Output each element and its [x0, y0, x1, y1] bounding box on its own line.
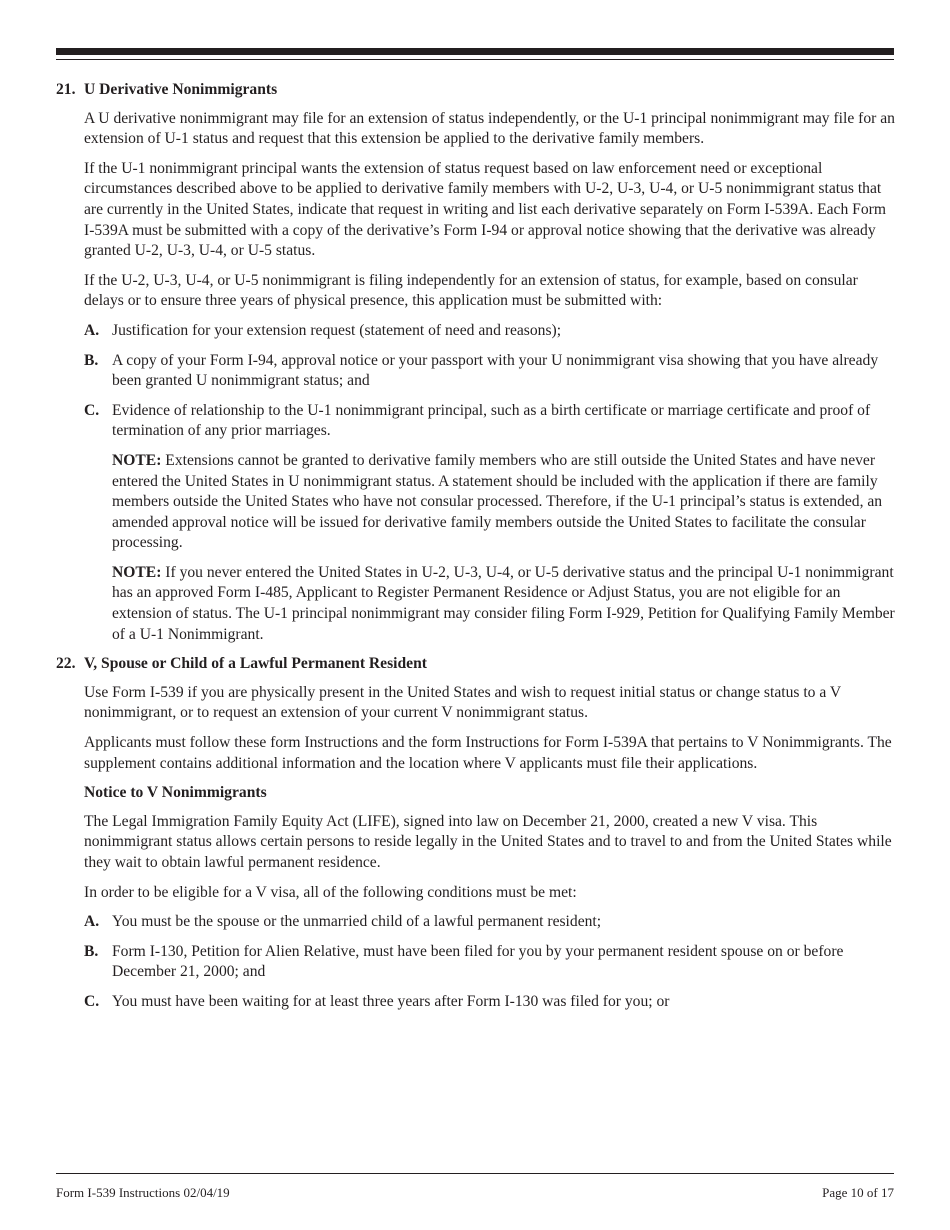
- list-item: [84, 321, 896, 342]
- page-content: [56, 80, 896, 1022]
- list-letter: A.: [84, 321, 100, 339]
- footer-page-number: Page 10 of 17: [822, 1185, 894, 1200]
- list-text: You must have been waiting for at least three years after Form I-130 was filed for you; or: [112, 992, 670, 1010]
- note-2: [112, 563, 896, 645]
- list-text: A copy of your Form I-94, approval notice or your passport with your U nonimmigrant visa showing that you have already been granted U nonimmigrant status; and: [112, 351, 879, 390]
- list-letter: B.: [84, 351, 99, 369]
- note-1: [112, 451, 896, 554]
- list-text: Justification for your extension request (statement of need and reasons);: [112, 321, 562, 339]
- note-text: If you never entered the United States in U-2, U-3, U-4, or U-5 derivative status and the principal U-1 nonimmigrant has an approved Form I-485, Applicant to Register Permanent Residence or Adjust Status, you are not eligible for an extension of status. The U-1 principal nonimmigrant may consider filing Form I-929, Petition for Qualifying Family Member of a U-1 Nonimmigrant.: [112, 563, 895, 643]
- paragraph: Use Form I-539 if you are physically present in the United States and wish to request initial status or change status to a V nonimmigrant, or to request an extension of your current V nonimmigrant status.: [84, 683, 841, 722]
- section-21-heading: [56, 80, 896, 101]
- list-letter: B.: [84, 942, 99, 960]
- paragraph: A U derivative nonimmigrant may file for an extension of status independently, or the U-1 principal nonimmigrant may file for an extension of U-1 status and request that this extension be applied to the derivative family members.: [84, 109, 895, 148]
- list-letter: A.: [84, 913, 100, 931]
- subheading: Notice to V Nonimmigrants: [84, 784, 267, 802]
- list-item: [84, 351, 896, 392]
- note-text: Extensions cannot be granted to derivative family members who are still outside the United States and have never entered the United States in U nonimmigrant status. A statement should be included with the application if there are family members outside the United States who have not consular processed. Therefore, if the U-1 principal’s status is extended, an amended approval notice will be issued for derivative family members outside the United States to facilitate the consular processing.: [112, 451, 883, 552]
- paragraph: If the U-1 nonimmigrant principal wants the extension of status request based on law enforcement need or exceptional circumstances described above to be applied to derivative family members with U-2, U-3, U-4, or U-5 nonimmigrant status that are currently in the United States, indicate that request in writing and list each derivative separately on Form I-539A. Each Form I-539A must be submitted with a copy of the derivative’s Form I-94 or approval notice showing that the derivative was already granted U-2, U-3, U-4, or U-5 status.: [84, 159, 886, 260]
- footer-rule: [56, 1173, 894, 1174]
- section-title: U Derivative Nonimmigrants: [84, 81, 278, 98]
- header-rule-thin: [56, 59, 894, 60]
- paragraph: Applicants must follow these form Instructions and the form Instructions for Form I-539A that pertains to V Nonimmigrants. The supplement contains additional information and the location where V applicants must file their applications.: [84, 734, 892, 772]
- section-title: V, Spouse or Child of a Lawful Permanent Resident: [84, 655, 427, 673]
- list-item: [84, 401, 896, 442]
- section-number: 21.: [56, 81, 76, 98]
- list-item: [84, 942, 896, 983]
- list-text: Form I-130, Petition for Alien Relative, must have been filed for you by your permanent resident spouse on or before December 21, 2000; and: [112, 942, 844, 981]
- list-item: [84, 912, 896, 933]
- list-item: [84, 992, 896, 1013]
- section-number: 22.: [56, 655, 76, 673]
- list-letter: C.: [84, 992, 100, 1010]
- header-rule-thick: [56, 48, 894, 55]
- section-22-heading: [56, 654, 896, 675]
- list-letter: C.: [84, 401, 100, 419]
- footer-form-id: Form I-539 Instructions 02/04/19: [56, 1185, 230, 1200]
- note-label: NOTE:: [112, 451, 162, 469]
- note-label: NOTE:: [112, 563, 162, 581]
- list-text: Evidence of relationship to the U-1 nonimmigrant principal, such as a birth certificate or marriage certificate and proof of termination of any prior marriages.: [112, 401, 871, 440]
- paragraph: If the U-2, U-3, U-4, or U-5 nonimmigrant is filing independently for an extension of status, for example, based on consular delays or to ensure three years of physical presence, this application must be submitted with:: [84, 271, 858, 310]
- paragraph: The Legal Immigration Family Equity Act (LIFE), signed into law on December 21, 2000, created a new V visa. This nonimmigrant status allows certain persons to reside legally in the United States and to travel to and from the United States while they wait to obtain lawful permanent residence.: [84, 812, 892, 871]
- list-text: You must be the spouse or the unmarried child of a lawful permanent resident;: [112, 913, 602, 931]
- paragraph: In order to be eligible for a V visa, all of the following conditions must be met:: [84, 883, 577, 901]
